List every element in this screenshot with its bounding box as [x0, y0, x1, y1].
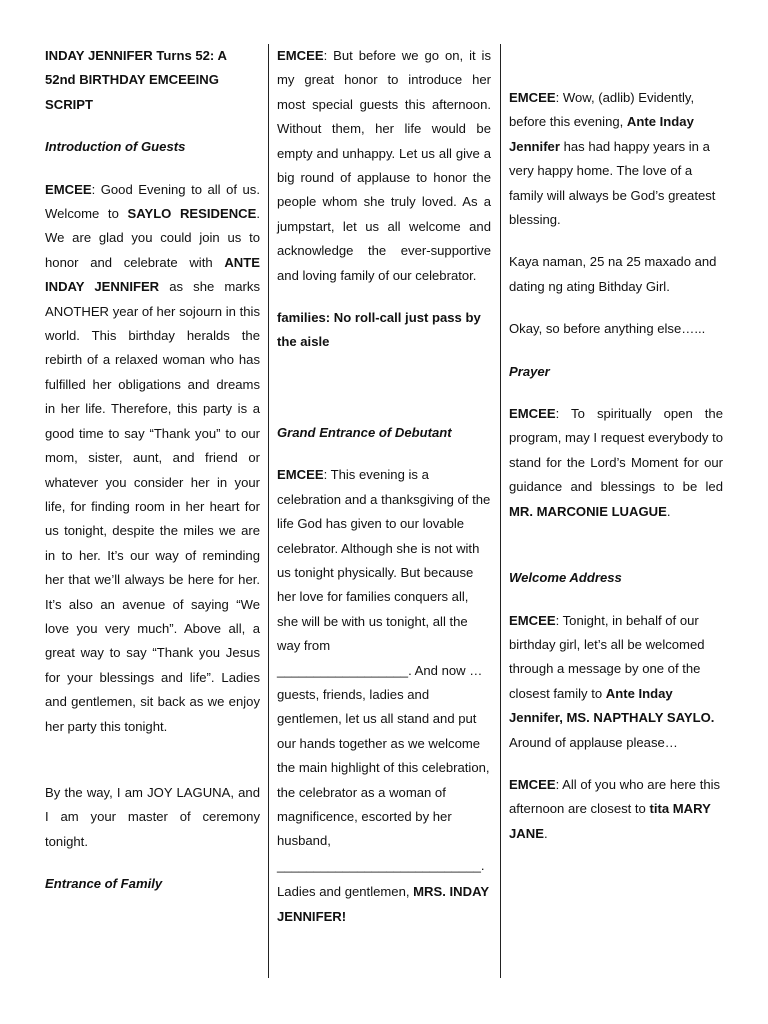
- section-heading-entrance-of-family: Entrance of Family: [45, 876, 163, 892]
- speaker-label: EMCEE: [509, 776, 556, 792]
- column-divider-right: [500, 44, 501, 978]
- paragraph-prayer: EMCEE: To spiritually open the program, may I request everybody to stand for the Lord’s Moment for our guidance and blessings to be led MR. MARCONIE LUAGUE.: [509, 406, 723, 519]
- column-right: [509, 86, 723, 864]
- paragraph-before-anything: Okay, so before anything else…...: [509, 321, 706, 337]
- section-heading-prayer: Prayer: [509, 363, 550, 379]
- paragraph-happy-home: EMCEE: Wow, (adlib) Evidently, before this evening, Ante Inday Jennifer has had happy years in a very happy home. The love of a family will always be God’s greatest blessing.: [509, 90, 716, 228]
- celebrant-name: ANTE INDAY JENNIFER: [45, 254, 260, 295]
- section-heading-welcome-address: Welcome Address: [509, 570, 622, 586]
- paragraph-announce-celebrator: Ladies and gentlemen, MRS. INDAY JENNIFER!: [277, 884, 489, 924]
- speaker-label: EMCEE: [277, 467, 324, 483]
- speaker-label: EMCEE: [277, 48, 324, 63]
- column-left: [45, 44, 260, 915]
- paragraph-grand-entrance: EMCEE: This evening is a celebration and a thanksgiving of the life God has given to our lovable celebrator. Although she is not with us tonight physically. But because her love for families conquers all, she will be with us tonight, all the way from __________________. And now … guests, friends, ladies and gentlemen, let us all stand and put our hands together as we welcome the main highlight of this celebration, the celebrator as a woman of magnificence, escorted by her husband, ____________________________.: [277, 467, 491, 873]
- blank-line-husband: ____________________________: [277, 857, 481, 873]
- column-divider-left: [268, 44, 269, 978]
- prayer-leader-name: MR. MARCONIE LUAGUE: [509, 503, 667, 519]
- paragraph-closest-family: EMCEE: All of you who are here this afternoon are closest to tita MARY JANE.: [509, 776, 721, 841]
- stage-note: families: No roll-call just pass by the aisle: [277, 310, 481, 350]
- paragraph-welcome-address: EMCEE: Tonight, in behalf of our birthday girl, let’s all be welcomed through a message by one of the closest family to Ante Inday Jennifer, MS. NAPTHALY SAYLO. Around of applause please…: [509, 612, 715, 750]
- document-title: INDAY JENNIFER Turns 52: A 52nd BIRTHDAY EMCEEING SCRIPT: [45, 48, 227, 112]
- paragraph-kaya-naman: Kaya naman, 25 na 25 maxado and dating ng ating Bithday Girl.: [509, 254, 717, 294]
- speaker-label: EMCEE: [509, 406, 556, 422]
- blank-line-location: __________________: [277, 662, 409, 678]
- tita-name: tita MARY JANE: [509, 801, 711, 841]
- celebrant-name: Ante Inday Jennifer: [509, 114, 694, 154]
- speaker-label: EMCEE: [509, 90, 556, 105]
- section-heading-introduction: Introduction of Guests: [45, 139, 186, 155]
- venue-name: SAYLO RESIDENCE: [127, 206, 257, 222]
- celebrator-name: MRS. INDAY JENNIFER!: [277, 884, 489, 924]
- paragraph-introduction: EMCEE: Good Evening to all of us. Welcome to SAYLO RESIDENCE. We are glad you could join us to honor and celebrate with ANTE INDAY JENNIFER as she marks ANOTHER year of her sojourn in this world. This birthday heralds the rebirth of a relaxed woman who has fulfilled her obligations and dreams in her life. Therefore, this party is a good time to say “Thank you” to our mom, sister, aunt, and friend or whatever you consider her in your life, for finding room in her heart for us tonight, despite the miles we are in to her. It’s our way of reminding her that we’ll always be here for her. It’s also an avenue of saying “We love you very much”. Above all, a great way to say “Thank you Jesus for your blessings and life”. Ladies and gentlemen, sit back as we enjoy her party this tonight.: [45, 181, 261, 734]
- column-middle: [277, 44, 491, 947]
- speaker-label: EMCEE: [45, 181, 92, 197]
- section-heading-grand-entrance: Grand Entrance of Debutant: [277, 424, 452, 440]
- paragraph-family-intro: EMCEE: But before we go on, it is my great honor to introduce her most special guests this afternoon. Without them, her life would be empty and unhappy. Let us all give a big round of applause to honor the people whom she truly loved. As a jumpstart, let us all welcome and acknowledge the ever-supportive and loving family of our celebrator.: [277, 48, 491, 283]
- paragraph-emcee-self-intro: By the way, I am JOY LAGUNA, and I am your master of ceremony tonight.: [45, 784, 260, 849]
- speaker-name: Ante Inday Jennifer, MS. NAPTHALY SAYLO.: [509, 685, 715, 726]
- speaker-label: EMCEE: [509, 612, 556, 628]
